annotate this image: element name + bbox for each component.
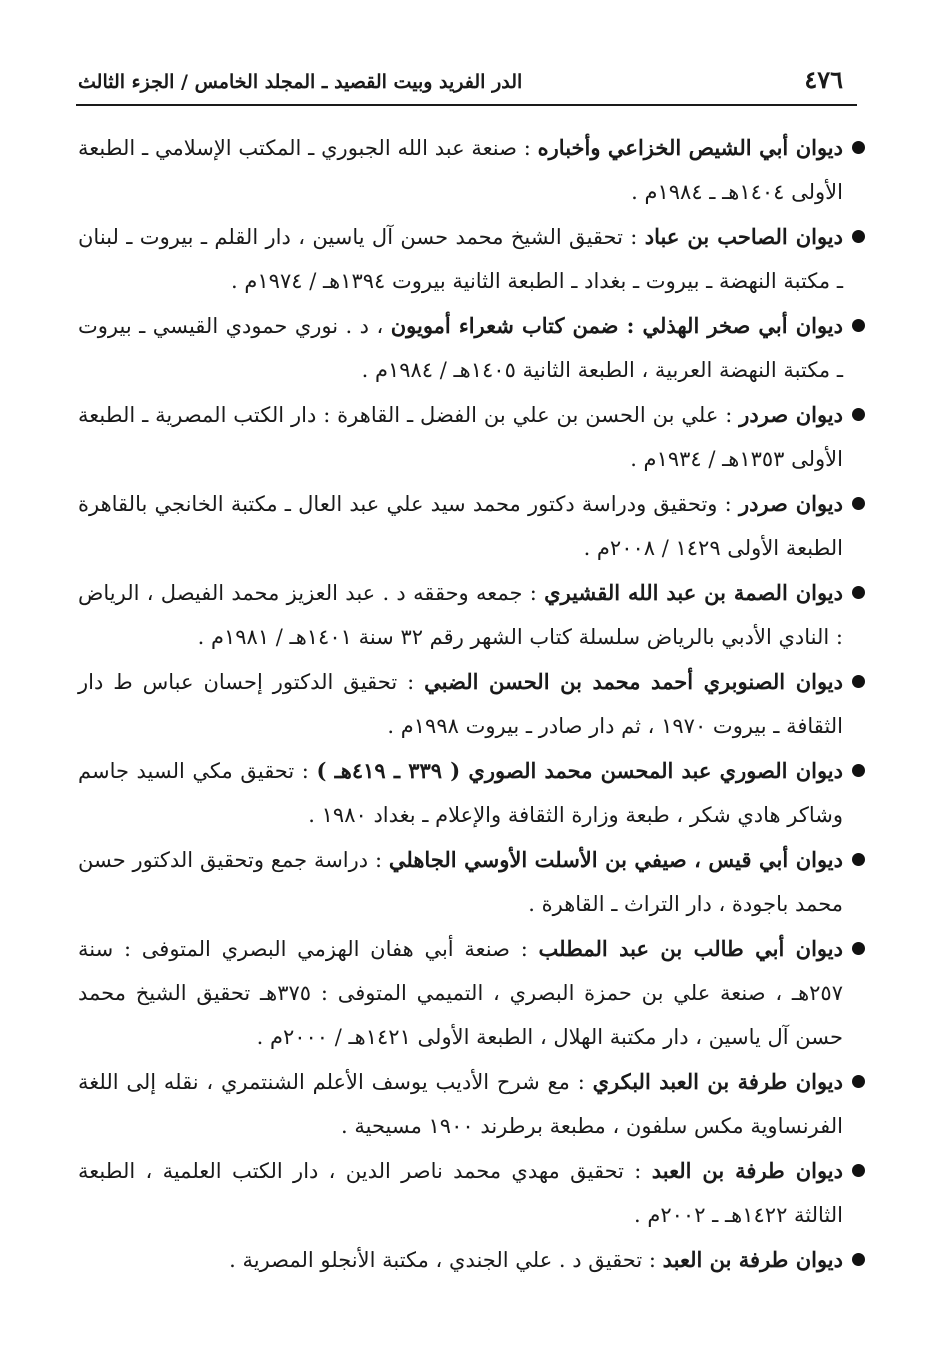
entry-text: : جمعه وحققه د . عبد العزيز محمد الفيصل ، الرياض : النادي الأدبي بالرياض سلسلة كتاب الشهر رقم ٣٢ سنة ١٤٠١هـ / ١٩٨١م . [78,581,843,649]
bibliography-entry [78,1238,843,1282]
bullet-icon [852,230,865,243]
entry-text: : صنعة أبي هفان الهزمي البصري المتوفى : سنة ٢٥٧هـ ، صنعة علي بن حمزة البصري ، التميمي المتوفى : ٣٧٥هـ تحقيق الشيخ محمد حسن آل ياسين ، دار مكتبة الهلال ، الطبعة الأولى ١٤٢١هـ / ٢٠٠٠م . [78,937,843,1049]
bibliography-entry [78,482,843,570]
page-number: ٤٧٦ [804,65,843,94]
entry-title: ديوان الصاحب بن عباد [644,224,843,249]
bullet-icon [852,141,865,154]
bibliography-entry [78,838,843,926]
bullet-icon [852,319,865,332]
bibliography-entry [78,1149,843,1237]
page-header [78,60,843,100]
book-page [78,60,843,1372]
bullet-icon [852,497,865,510]
bullet-icon [852,1164,865,1177]
entry-text: : وتحقيق ودراسة دكتور محمد سيد علي عبد العال ـ مكتبة الخانجي بالقاهرة الطبعة الأولى ١٤٢٩ / ٢٠٠٨م . [78,492,843,560]
bullet-icon [852,853,865,866]
entry-text: : تحقيق الدكتور إحسان عباس ط دار الثقافة ـ بيروت ١٩٧٠ ، ثم دار صادر ـ بيروت ١٩٩٨م . [78,670,843,738]
entry-text: : صنعة عبد الله الجبوري ـ المكتب الإسلامي ـ الطبعة الأولى ١٤٠٤هـ ـ ١٩٨٤م . [78,136,843,204]
bibliography-entry [78,393,843,481]
entry-title: ديوان صردر [738,491,843,516]
running-title: الدر الفريد وبيت القصيد ـ المجلد الخامس / الجزء الثالث [78,71,523,93]
bullet-icon [852,1075,865,1088]
bibliography-list [78,126,843,1282]
entry-text: : دراسة جمع وتحقيق الدكتور حسن محمد باجودة ، دار التراث ـ القاهرة . [78,848,843,916]
entry-title: ديوان طرفة بن العبد [662,1247,843,1272]
bullet-icon [852,764,865,777]
bullet-icon [852,942,865,955]
entry-title: ديوان الصنوبري أحمد محمد بن الحسن الضبي [424,669,843,694]
entry-title: ديوان صردر [739,402,843,427]
bibliography-entry [78,749,843,837]
bullet-icon [852,675,865,688]
bibliography-entry [78,571,843,659]
entry-title: ديوان طرفة بن العبد [651,1158,843,1183]
bullet-icon [852,586,865,599]
entry-text: : مع شرح الأديب يوسف الأعلم الشنتمري ، نقله إلى اللغة الفرنساوية مكس سلفون ، مطبعة برطرند ١٩٠٠ مسيحية . [78,1070,843,1138]
entry-text: : تحقيق مكي السيد جاسم وشاكر هادي شكر ، طبعة وزارة الثقافة والإعلام ـ بغداد ١٩٨٠ . [78,759,843,827]
entry-text: ، د . نوري حمودي القيسي ـ بيروت ـ مكتبة النهضة العربية ، الطبعة الثانية ١٤٠٥هـ / ١٩٨٤م . [78,314,843,382]
entry-text: : تحقيق الشيخ محمد حسن آل ياسين ، دار القلم ـ بيروت ـ لبنان ـ مكتبة النهضة ـ بيروت ـ بغداد ـ الطبعة الثانية بيروت ١٣٩٤هـ / ١٩٧٤م . [78,225,843,293]
bibliography-entry [78,126,843,214]
bullet-icon [852,408,865,421]
bibliography-entry [78,660,843,748]
entry-title: ديوان طرفة بن العبد البكري [592,1069,843,1094]
entry-title: ديوان أبي طالب بن عبد المطلب [538,936,843,961]
entry-title: ديوان أبي صخر الهذلي : ضمن كتاب شعراء أمويون [390,313,843,338]
bibliography-entry [78,927,843,1059]
bullet-icon [852,1253,865,1266]
entry-text: : علي بن الحسن بن علي بن الفضل ـ القاهرة : دار الكتب المصرية ـ الطبعة الأولى ١٣٥٣هـ / ١٩٣٤م . [78,403,843,471]
bibliography-entry [78,1060,843,1148]
entry-text: : تحقيق مهدي محمد ناصر الدين ، دار الكتب العلمية ، الطبعة الثالثة ١٤٢٢هـ ـ ٢٠٠٢م . [78,1159,843,1227]
entry-title: ديوان أبي قيس ، صيفي بن الأسلت الأوسي الجاهلي [388,847,843,872]
bibliography-entry [78,304,843,392]
header-rule [76,104,857,106]
entry-title: ديوان أبي الشيص الخزاعي وأخباره [537,135,843,160]
bibliography-entry [78,215,843,303]
entry-title: ديوان الصمة بن عبد الله القشيري [544,580,843,605]
entry-title: ديوان الصوري عبد المحسن محمد الصوري ( ٣٣٩ ـ ٤١٩هـ ) [316,758,844,783]
entry-text: : تحقيق د . علي الجندي ، مكتبة الأنجلو المصرية . [229,1248,663,1272]
